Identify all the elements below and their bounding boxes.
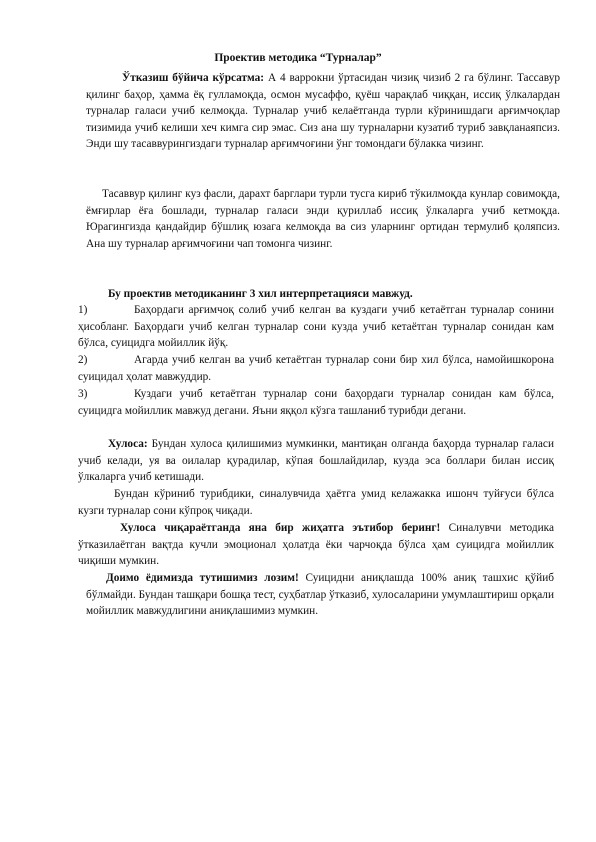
interpretations-heading (108, 286, 528, 303)
hope-text: Бундан кўриниб турибдики, синалувчида ҳаётга умид келажакка ишонч туйғуси бўлса кузги турналар сони кўпроқ чиқади. (78, 488, 554, 517)
remember-text: Суицидни аниқлашда 100% аниқ ташхис қўйиб бўлмайди. Бундан ташқари бошқа тест, суҳбатлар ўтказиб, хулосаларини умумлаштириш орқали мойиллик мавжудлигини аниқлашимиз мумкин. (86, 572, 554, 618)
attention-lead: Хулоса чиқараётганда яна бир жиҳатга эътибор беринг! (120, 522, 441, 534)
item-number: 3) (78, 388, 88, 400)
instructions-lead: Ўтказиш бўйича кўрсатма: (122, 72, 265, 84)
item-number: 1) (78, 304, 88, 316)
paragraph-conclusion (78, 436, 554, 486)
paragraph-hope (78, 486, 554, 519)
item-text: Баҳордаги арғимчоқ солиб учиб келган ва куздаги учиб кетаётган турналар сонини ҳисобланг. Баҳордаги учиб келган турналар сони кузда учиб кетаётган турналар сонидан кам бўлса, суицидга мойиллик йўқ. (78, 304, 554, 350)
paragraph-instructions (86, 70, 560, 153)
instructions-text: А 4 варрокни ўртасидан чизиқ чизиб 2 га бўлинг. Тассавур қилинг баҳор, ҳамма ёқ гулламоқда, осмон мусаффо, қуёш чарақлаб чиққан, иссиқ ўлкалардан турналар галаси учиб келмоқда. Турналар учиб келаётганда турли кўринишдаги арғимчоқлар тизимида учиб келиши хеч кимга сир эмас. Сиз ана шу турналарни кузатиб туриб завқланаяпсиз. Энди шу тасаввурингиздаги турналар арғимчоғини ўнг томондаги бўлакка чизинг. (86, 72, 560, 151)
interpretations-heading-text: Бу проектив методиканинг 3 хил интерпретацияси мавжуд. (108, 288, 413, 300)
document-title: Проектив методика “Турналар” (214, 52, 382, 64)
paragraph-attention (78, 520, 554, 570)
conclusion-text: Бундан хулоса қилишимиз мумкинки, мантиқан олганда баҳорда турналар галаси учиб келади, уя ва оилалар қурадилар, кўпая бошлайдилар, кузда эса боллари билан иссиқ ўлкаларга учиб кетишади. (78, 438, 554, 484)
paragraph-autumn (86, 186, 560, 252)
item-number: 2) (78, 354, 88, 366)
attention-text: Синалувчи методика ўтказилаётган вақтда кучли эмоционал ҳолатда ёки чарчоқда бўлса ҳам суицидга мойиллик чиқиши мумкин. (78, 522, 554, 568)
item-text: Агарда учиб келган ва учиб кетаётган турналар сони бир хил бўлса, намойишкорона суицидал ҳолат мавжуддир. (78, 354, 554, 383)
conclusion-lead: Хулоса: (108, 438, 148, 450)
item-text: Куздаги учиб кетаётган турналар сони баҳордаги турналар сонидан кам бўлса, суицидга мойиллик мавжуд дегани. Яъни яққол кўзга ташланиб турибди дегани. (78, 388, 554, 417)
remember-lead: Доимо ёдимизда тутишимиз лозим! (106, 572, 299, 584)
autumn-text: Тасаввур қилинг куз фасли, дарахт барглари турли тусга кириб тўкилмоқда кунлар совимоқда, ёмғирлар ёға бошлади, турналар галаси энди қуриллаб иссиқ ўлкаларга учиб кетмоқда. Юрагингизда қандайдир бўшлиқ юзага келмоқда ва сиз уларнинг ортидан термулиб қоляпсиз. Ана шу турналар арғимчоғини чап томонга чизинг. (86, 188, 560, 250)
paragraph-remember (86, 570, 554, 620)
